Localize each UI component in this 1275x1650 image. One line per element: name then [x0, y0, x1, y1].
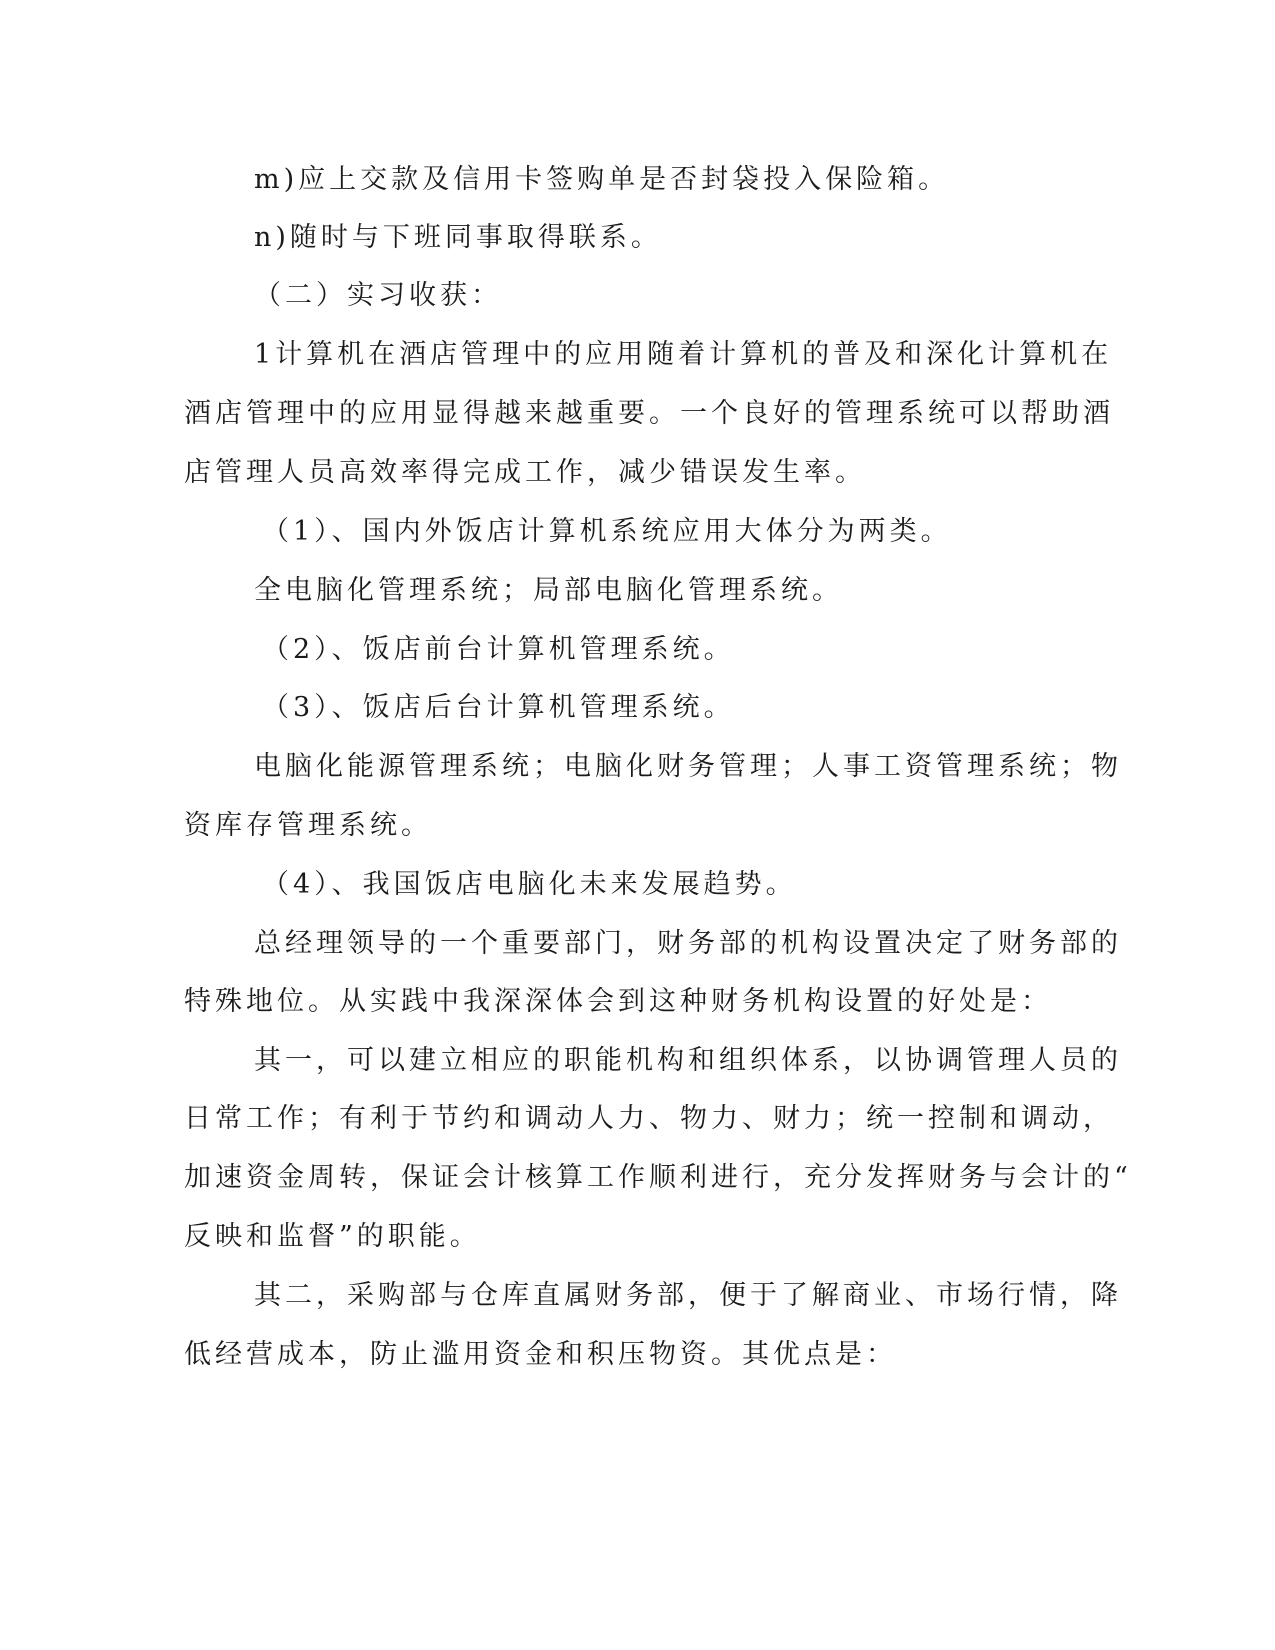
- text-line: 资库存管理系统。: [184, 810, 432, 841]
- text-line: （4）、我国饭店电脑化未来发展趋势。: [262, 869, 797, 900]
- text-line: （3）、饭店后台计算机管理系统。: [262, 692, 735, 723]
- text-line: n)随时与下班同事取得联系。: [254, 222, 662, 253]
- text-line: 其二，采购部与仓库直属财务部，便于了解商业、市场行情，降: [254, 1280, 1122, 1311]
- text-line: 特殊地位。从实践中我深深体会到这种财务机构设置的好处是：: [184, 986, 1052, 1017]
- text-line: 日常工作；有利于节约和调动人力、物力、财力；统一控制和调动，: [184, 1103, 1114, 1134]
- text-line: 总经理领导的一个重要部门，财务部的机构设置决定了财务部的: [254, 928, 1122, 959]
- text-line: 加速资金周转，保证会计核算工作顺利进行，充分发挥财务与会计的“: [184, 1162, 1132, 1193]
- text-line: 反映和监督”的职能。: [184, 1221, 481, 1252]
- text-line: 低经营成本，防止滥用资金和积压物资。其优点是：: [184, 1339, 897, 1370]
- text-line: 其一，可以建立相应的职能机构和组织体系，以协调管理人员的: [254, 1045, 1122, 1076]
- text-line: 酒店管理中的应用显得越来越重要。一个良好的管理系统可以帮助酒: [184, 398, 1114, 429]
- text-line: m)应上交款及信用卡签购单是否封袋投入保险箱。: [254, 164, 950, 195]
- text-line: 电脑化能源管理系统；电脑化财务管理；人事工资管理系统；物: [254, 751, 1122, 782]
- text-line: （1）、国内外饭店计算机系统应用大体分为两类。: [262, 516, 952, 547]
- text-line: （2）、饭店前台计算机管理系统。: [262, 634, 735, 665]
- text-line: 1计算机在酒店管理中的应用随着计算机的普及和深化计算机在: [254, 339, 1113, 370]
- section-heading: （二）实习收获：: [254, 280, 502, 311]
- text-line: 全电脑化管理系统；局部电脑化管理系统。: [254, 575, 843, 606]
- text-line: 店管理人员高效率得完成工作，减少错误发生率。: [184, 457, 866, 488]
